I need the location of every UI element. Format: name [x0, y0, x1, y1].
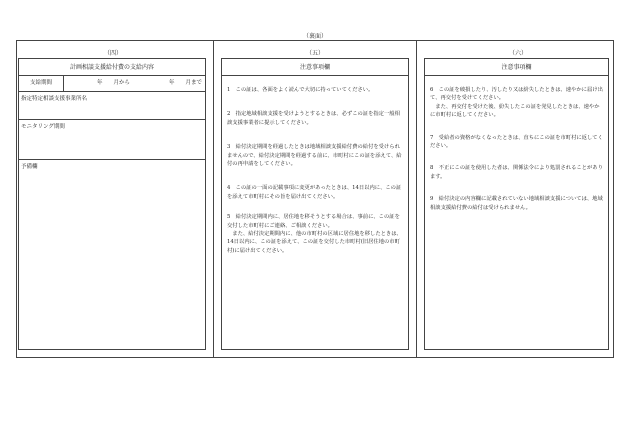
panel6-header: 注意事項欄	[425, 59, 608, 76]
monitoring-period-label: モニタリング期間	[21, 124, 65, 130]
period-label: 支給期間	[19, 76, 64, 91]
panel4-table	[18, 58, 206, 350]
panel4-label: （四）	[103, 50, 122, 57]
reserve-label: 予備欄	[21, 164, 38, 170]
provider-name-label: 指定特定相談支援事業所名	[21, 96, 88, 102]
note-3: 3 給付決定期間を経過したときは地域相談支援給付費の給付を受けられませんので、給付決定期間を経過する前に、市町村にこの証を添えて、給付の再申請をしてください。	[227, 144, 402, 168]
panel4-header: 計画相談支援給付費の支給内容	[19, 59, 205, 76]
column-divider	[213, 40, 214, 358]
note-9: 9 給付決定の内容欄に記載されていない地域相談支援については、地域相談支援給付費の給付は受けられません。	[430, 196, 603, 211]
note-4: 4 この証の一面の記載事項に変更があったときは、14日以内に、この証を添えて市町村にその旨を届け出てください。	[227, 185, 402, 200]
note-5: 5 給付決定期間内に、居住地を移そうとする場合は、事前に、この証を交付した市町村にご連絡、ご相談ください。 また、給付決定期間内に、他の市町村の区域に居住地を移したときは、14日以内に、この証を添えて、この証を交付した市町村(旧居住地の市町村)に届け出てください。	[227, 214, 402, 254]
panel5-label: （五）	[305, 50, 324, 57]
note-1: 1 この証は、各面をよく読んで大切に持っていてください。	[227, 87, 374, 93]
period-from: 年 月から	[97, 80, 131, 86]
reserve-field	[19, 160, 205, 172]
period-row	[19, 76, 205, 92]
panel6-label: （六）	[508, 50, 527, 57]
panel6-notes	[425, 76, 608, 212]
panel5-box	[221, 58, 409, 350]
note-7: 7 受給者の資格がなくなったときは、直ちにこの証を市町村に返してください。	[430, 134, 603, 150]
panel5-notes	[222, 76, 408, 255]
column-divider	[416, 40, 417, 358]
panel5-header: 注意事項欄	[222, 59, 408, 76]
page-title: （裏面）	[302, 33, 327, 40]
panel6-box	[424, 58, 609, 350]
note-2: 2 指定地域相談支援を受けようとするときは、必ずこの証を指定一般相談支援事業者に提示してください。	[227, 111, 400, 126]
note-8: 8 不正にこの証を使用した者は、関係法令により処罰されることがあります。	[430, 165, 603, 180]
period-to: 年 月まで	[169, 80, 203, 86]
monitoring-period-field	[19, 120, 205, 160]
provider-name-field	[19, 92, 205, 120]
note-6: 6 この証を破損したり、汚したり又は紛失したときは、速やかに届け出て、再交付を受けてください。 また、再交付を受けた後、紛失したこの証を発見したときは、速やかに市町村に返してください。	[430, 87, 603, 119]
